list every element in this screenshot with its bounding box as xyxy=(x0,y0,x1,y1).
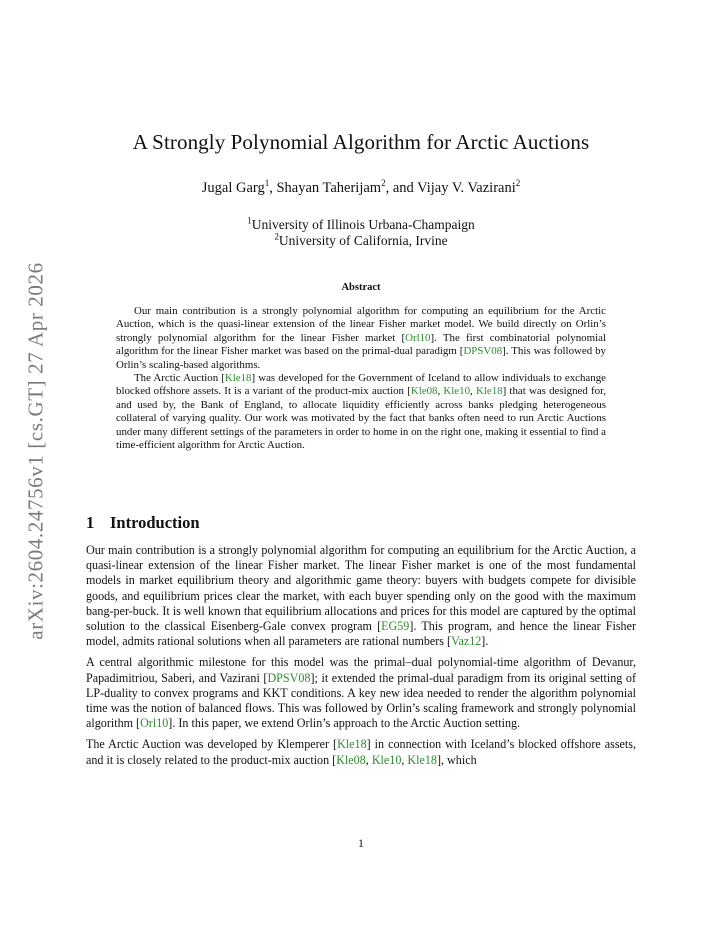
abstract-heading: Abstract xyxy=(341,282,381,293)
affiliation-marker: 2 xyxy=(274,231,279,242)
body-paragraph: The Arctic Auction was developed by Klemperer [Kle18] in connection with Iceland’s blocked offshore assets, and it is closely related to the product-mix auction [Kle08, Kle10, Kle18], which xyxy=(86,737,636,767)
citation-link[interactable]: Kle18 xyxy=(337,737,367,752)
affiliation-marker: 1 xyxy=(247,215,252,226)
citation-link[interactable]: DPSV08 xyxy=(463,345,503,358)
citation-link[interactable]: Kle10 xyxy=(443,385,471,398)
abstract-body xyxy=(116,305,606,452)
citation-link[interactable]: Kle08 xyxy=(336,752,366,767)
arxiv-identifier-stamp xyxy=(16,260,56,642)
section-body xyxy=(86,543,636,774)
author-affiliation-marker: 2 xyxy=(381,178,386,189)
affiliation-list xyxy=(86,217,636,249)
affiliation xyxy=(86,217,636,233)
abstract-paragraph: The Arctic Auction [Kle18] was developed for the Government of Iceland to allow individuals to exchange blocked offshore assets. It is a variant of the product-mix auction [Kle08, Kle10, Kle18] that was designed for, and used by, the Bank of England, to allocate liquidity efficiently across banks pledging heterogeneous collateral of varying quality. Our work was motivated by the fact that banks often need to run Arctic Auctions under many different settings of the parameters in order to home in on the right one, making it essential to find a time-efficient algorithm for Arctic Auction. xyxy=(116,372,607,452)
affiliation-text: University of Illinois Urbana-Champaign xyxy=(251,217,475,232)
abstract-paragraph: Our main contribution is a strongly polynomial algorithm for computing an equilibrium for the Arctic Auction, which is the quasi-linear extension of the linear Fisher market model. We build directly on Orlin’s strongly polynomial algorithm for the linear Fisher market [Orl10]. The first combinatorial polynomial algorithm for the linear Fisher market was based on the primal-dual paradigm [DPSV08]. This was followed by Orlin’s scaling-based algorithms. xyxy=(116,305,607,371)
arxiv-identifier-text: arXiv:2604.24756v1 [cs.GT] 27 Apr 2026 xyxy=(23,262,48,640)
section-number: 1 xyxy=(86,513,95,532)
citation-link[interactable]: Kle10 xyxy=(371,752,402,767)
author-name: Vijay V. Vazirani xyxy=(417,180,516,196)
citation-link[interactable]: EG59 xyxy=(381,619,410,634)
body-paragraph: A central algorithmic milestone for this model was the primal–dual polynomial-time algorithm of Devanur, Papadimitriou, Saberi, and Vazirani [DPSV08]; it extended the primal-dual paradigm from its original setting of LP-duality to convex programs and KKT conditions. A key new idea needed to render the algorithm polynomial time was the notion of balanced flows. This was followed by Orlin’s scaling framework and strongly polynomial algorithm [Orl10]. In this paper, we extend Orlin’s approach to the Arctic Auction setting. xyxy=(86,655,637,731)
author-affiliation-marker: 1 xyxy=(264,178,270,189)
author-affiliation-marker: 2 xyxy=(515,178,521,189)
citation-link[interactable]: Orl10 xyxy=(405,331,431,344)
citation-link[interactable]: DPSV08 xyxy=(267,670,311,685)
citation-link[interactable]: Orl10 xyxy=(140,716,169,731)
section-title: Introduction xyxy=(110,513,200,532)
citation-link[interactable]: Vaz12 xyxy=(451,634,482,649)
body-paragraph: Our main contribution is a strongly polynomial algorithm for computing an equilibrium for the Arctic Auction, a quasi-linear extension of the linear Fisher market. The linear Fisher market is one of the most fundamental models in market equilibrium theory and algorithmic game theory: buyers with budgets compete for divisible goods, and equilibrium prices clear the market, with each buyer spending only on the good with the maximum bang-per-buck. It is well known that equilibrium allocations and prices for this model are captured by the optimal solution to the classical Eisenberg-Gale convex program [EG59]. This program, and hence the linear Fisher model, admits rational solutions when all parameters are rational numbers [Vaz12]. xyxy=(86,543,636,649)
paper-title: A Strongly Polynomial Algorithm for Arctic Auctions xyxy=(132,130,590,154)
author-list: Jugal Garg$^1$, Shayan Taherijam$^2$, and Vijay V. Vazirani$^2$ xyxy=(201,178,521,196)
author-name: Jugal Garg xyxy=(201,180,265,196)
citation-link[interactable]: Kle18 xyxy=(224,372,252,385)
citation-link[interactable]: Kle08 xyxy=(410,385,438,398)
citation-link[interactable]: Kle18 xyxy=(407,752,437,767)
affiliation xyxy=(86,233,636,249)
affiliation-text: University of California, Irvine xyxy=(278,233,448,248)
section-heading xyxy=(86,513,200,533)
page-number: 1 xyxy=(358,836,364,850)
citation-link[interactable]: Kle18 xyxy=(475,385,503,398)
author-name: Shayan Taherijam xyxy=(276,180,382,196)
